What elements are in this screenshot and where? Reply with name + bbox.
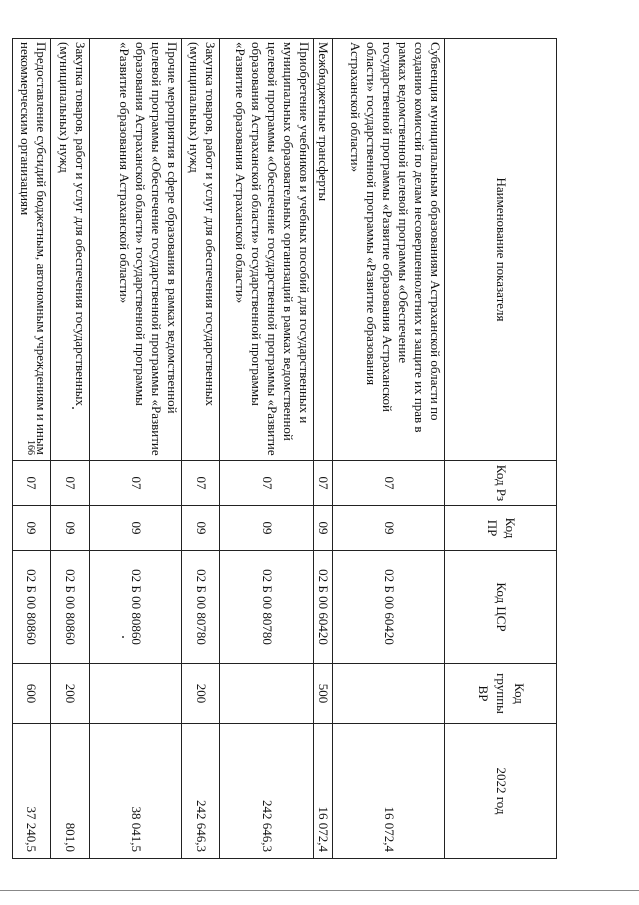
budget-table <box>12 38 557 859</box>
row-amount: 242 646,3 <box>220 724 314 859</box>
table-row <box>220 39 314 859</box>
table-row <box>313 39 332 859</box>
row-csr: 02 Б 00 60420 <box>313 551 332 664</box>
row-csr: 02 Б 00 80860 <box>89 551 182 664</box>
row-pr: 09 <box>220 506 314 551</box>
row-name: Прочие мероприятия в сфере образования в рамках ведомственной целевой программы «Обеспечение государственной программы «Развитие образования Астраханской области» государственной программы «Развитие образования Астраханской области» <box>89 39 182 461</box>
row-rz: 07 <box>89 461 182 506</box>
row-name: Приобретение учебников и учебных пособий для государственных и муниципальных образовательных организаций в рамках ведомственной целевой программы «Обеспечение государственной программы «Развитие образования Астраханской области» государственной программы «Развитие образования Астраханской области» <box>220 39 314 461</box>
row-amount: 37 240,5 <box>13 724 51 859</box>
row-vr: 600 <box>13 664 51 724</box>
table-row <box>13 39 51 859</box>
row-amount: 16 072,4 <box>332 724 445 859</box>
row-csr: 02 Б 00 80860 <box>13 551 51 664</box>
table-row <box>89 39 182 859</box>
row-pr: 09 <box>313 506 332 551</box>
row-name: Межбюджетные трансферты <box>313 39 332 461</box>
row-pr: 09 <box>182 506 220 551</box>
row-pr: 09 <box>89 506 182 551</box>
row-pr: 09 <box>50 506 89 551</box>
header-year: 2022 год <box>445 724 557 859</box>
header-rz: Код Рз <box>445 461 557 506</box>
row-csr: 02 Б 00 80860 <box>50 551 89 664</box>
header-vr: Код группы ВР <box>445 664 557 724</box>
header-name: Наименование показателя <box>445 39 557 461</box>
row-rz: 07 <box>182 461 220 506</box>
row-name: Предоставление субсидий бюджетным, автономным учреждениям и иным некоммерческим организациям <box>13 39 51 461</box>
header-pr: Код ПР <box>445 506 557 551</box>
row-amount: 242 646,3 <box>182 724 220 859</box>
row-pr: 09 <box>13 506 51 551</box>
row-pr: 09 <box>332 506 445 551</box>
row-rz: 07 <box>50 461 89 506</box>
row-csr: 02 Б 00 80780 <box>182 551 220 664</box>
row-rz: 07 <box>332 461 445 506</box>
row-name: Субвенция муниципальным образованиям Астраханской области по созданию комиссий по делам несовершеннолетних и защите их прав в рамках ведомственной целевой программы «Обеспечение государственной программы «Развитие образования Астраханской области» государственной программы «Развитие образования Астраханской области» <box>332 39 445 461</box>
row-amount: 16 072,4 <box>313 724 332 859</box>
row-vr: 200 <box>182 664 220 724</box>
header-csr: Код ЦСР <box>445 551 557 664</box>
row-rz: 07 <box>313 461 332 506</box>
row-csr: 02 Б 00 60420 <box>332 551 445 664</box>
row-rz: 07 <box>13 461 51 506</box>
row-vr: 200 <box>50 664 89 724</box>
page-bottom-rule <box>0 890 639 891</box>
table-row <box>50 39 89 859</box>
row-amount: 801,0 <box>50 724 89 859</box>
row-vr <box>220 664 314 724</box>
row-csr: 02 Б 00 80780 <box>220 551 314 664</box>
row-vr <box>332 664 445 724</box>
header-row <box>445 39 557 859</box>
row-vr <box>89 664 182 724</box>
row-rz: 07 <box>220 461 314 506</box>
row-name: Закупка товаров, работ и услуг для обеспечения государственных (муниципальных) нужд <box>182 39 220 461</box>
row-name: Закупка товаров, работ и услуг для обеспечения государственных (муниципальных) нужд <box>50 39 89 461</box>
table-row <box>332 39 445 859</box>
budget-table-wrapper <box>12 38 557 858</box>
row-vr: 500 <box>313 664 332 724</box>
page-number: 166 <box>25 440 36 455</box>
table-row <box>182 39 220 859</box>
row-amount: 38 041,5 <box>89 724 182 859</box>
